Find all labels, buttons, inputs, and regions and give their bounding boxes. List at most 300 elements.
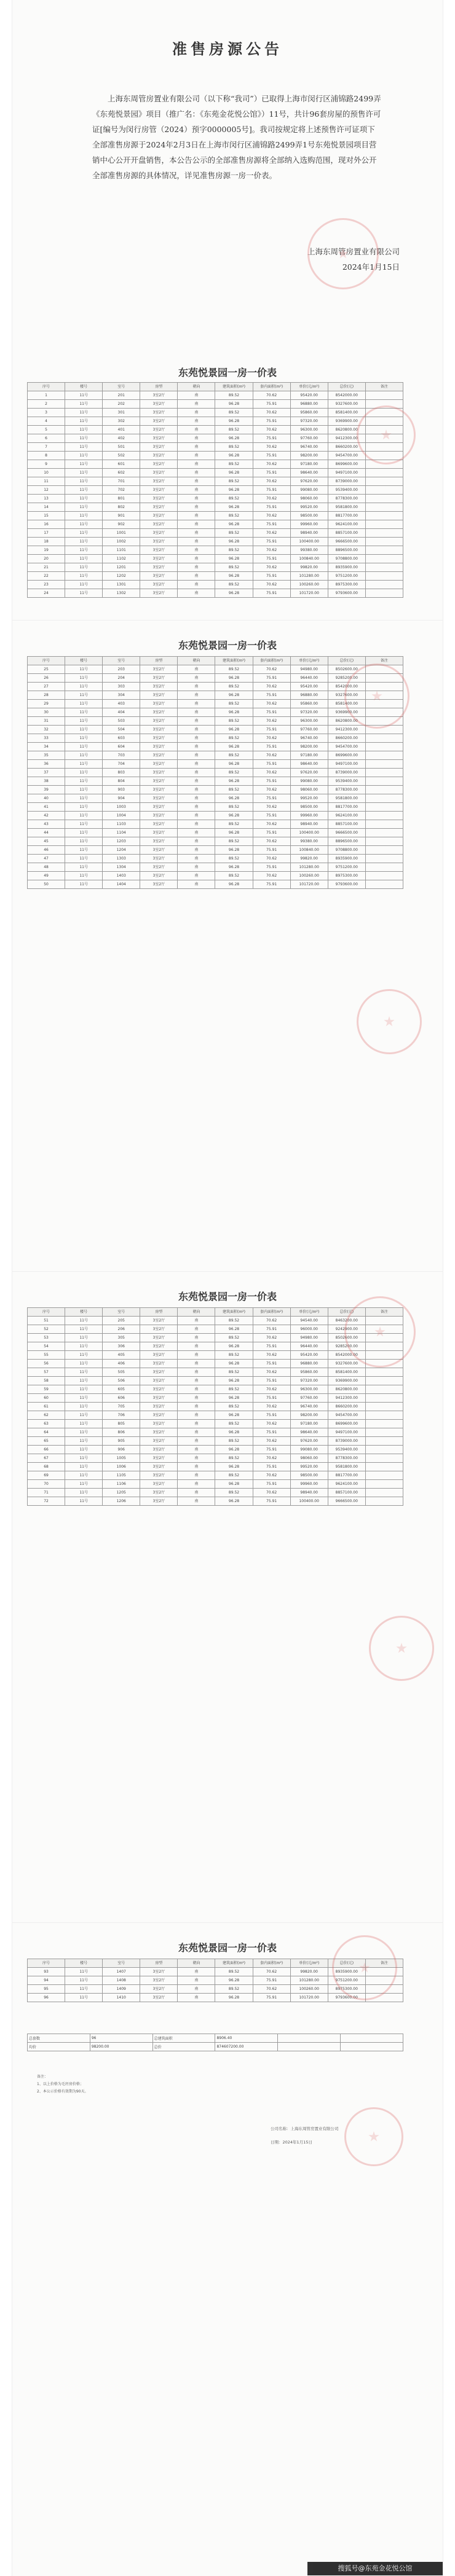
table-cell: 11号 (65, 700, 103, 708)
footer-seal (344, 2107, 403, 2166)
table-cell: 11号 (65, 786, 103, 794)
table-row (28, 760, 403, 769)
table-cell: 41 (28, 803, 65, 812)
table-cell (365, 1411, 403, 1420)
table-cell: 南 (178, 572, 215, 581)
table-cell: 70.62 (253, 529, 290, 538)
table-cell: 3室2厅 (140, 683, 178, 691)
price-table-title: 东苑悦景园一房一价表 (178, 1291, 277, 1302)
table-cell: 3室2厅 (140, 538, 178, 546)
table-cell: 96.28 (215, 486, 253, 495)
table-cell: 96.28 (215, 503, 253, 512)
table-cell (365, 769, 403, 777)
table-cell: 99960.00 (290, 812, 328, 820)
table-cell: 8542000.00 (328, 391, 365, 400)
table-cell: 8 (28, 452, 65, 460)
table-cell: 706 (103, 1411, 140, 1420)
table-cell: 南 (178, 426, 215, 434)
table-cell: 95420.00 (290, 1351, 328, 1360)
table-cell: 8935900.00 (328, 1968, 365, 1976)
table-cell: 8620800.00 (328, 426, 365, 434)
table-cell: 8660200.00 (328, 734, 365, 743)
table-cell: 11号 (65, 460, 103, 469)
table-cell: 66 (28, 1446, 65, 1454)
table-cell: 9454700.00 (328, 452, 365, 460)
table-cell: 96880.00 (290, 400, 328, 409)
table-cell: 3室2厅 (140, 1976, 178, 1985)
table-cell: 98200.00 (290, 743, 328, 751)
table-cell (365, 443, 403, 452)
column-header: 单价(元/m²) (290, 1308, 328, 1317)
column-header: 单价(元/m²) (290, 1959, 328, 1968)
table-cell: 96440.00 (290, 674, 328, 683)
table-header-row (28, 1959, 403, 1968)
table-row (28, 555, 403, 563)
table-cell: 3室2厅 (140, 812, 178, 820)
table-cell: 11号 (65, 717, 103, 726)
table-cell: 8502600.00 (328, 1334, 365, 1342)
table-cell: 11号 (65, 683, 103, 691)
column-header: 序号 (28, 1308, 65, 1317)
table-cell: 南 (178, 1437, 215, 1446)
table-cell: 9369900.00 (328, 1377, 365, 1385)
summary-page (12, 1923, 443, 2576)
table-cell: 南 (178, 581, 215, 589)
table-cell: 3室2厅 (140, 520, 178, 529)
table-cell (365, 674, 403, 683)
table-cell: 96.28 (215, 520, 253, 529)
table-cell: 89.52 (215, 1420, 253, 1428)
table-cell: 89.52 (215, 409, 253, 417)
table-cell: 11号 (65, 546, 103, 555)
table-cell: 96.28 (215, 1411, 253, 1420)
table-cell (365, 1317, 403, 1325)
table-cell: 11号 (65, 409, 103, 417)
column-header: 套内面积(m²) (253, 657, 290, 665)
table-cell: 9793600.00 (328, 1994, 365, 2002)
table-cell: 南 (178, 400, 215, 409)
table-cell: 11号 (65, 726, 103, 734)
table-cell: 702 (103, 486, 140, 495)
table-cell: 3室2厅 (140, 743, 178, 751)
table-cell: 75.91 (253, 520, 290, 529)
table-cell: 101720.00 (290, 589, 328, 598)
table-cell: 96.28 (215, 538, 253, 546)
table-cell: 南 (178, 726, 215, 734)
table-cell: 11号 (65, 751, 103, 760)
table-cell: 1105 (103, 1471, 140, 1480)
table-cell: 96.28 (215, 1394, 253, 1403)
table-cell: 96.28 (215, 863, 253, 872)
table-row (28, 872, 403, 880)
column-header: 建筑面积(m²) (215, 1959, 253, 1968)
table-cell: 11号 (65, 1446, 103, 1454)
table-cell: 95420.00 (290, 391, 328, 400)
table-cell: 301 (103, 409, 140, 417)
table-cell (365, 1325, 403, 1334)
table-row (28, 486, 403, 495)
table-cell: 南 (178, 846, 215, 855)
table-cell: 201 (103, 391, 140, 400)
table-cell: 1005 (103, 1454, 140, 1463)
table-cell: 南 (178, 691, 215, 700)
table-cell: 3室2厅 (140, 1968, 178, 1976)
table-cell: 1004 (103, 812, 140, 820)
table-cell: 1203 (103, 837, 140, 846)
notice-title: 准售房源公告 (172, 40, 283, 58)
table-cell: 96.28 (215, 726, 253, 734)
table-cell: 1104 (103, 829, 140, 837)
table-cell: 11号 (65, 1463, 103, 1471)
table-cell: 89.52 (215, 495, 253, 503)
table-cell: 89.52 (215, 700, 253, 708)
table-cell: 98940.00 (290, 529, 328, 538)
table-cell: 96.28 (215, 452, 253, 460)
table-cell: 8739000.00 (328, 1437, 365, 1446)
table-cell: 75.91 (253, 434, 290, 443)
table-cell: 22 (28, 572, 65, 581)
table-cell: 1101 (103, 546, 140, 555)
table-cell: 89.52 (215, 734, 253, 743)
table-row (28, 1351, 403, 1360)
table-cell: 3室2厅 (140, 589, 178, 598)
table-cell: 南 (178, 717, 215, 726)
table-cell: 96.28 (215, 674, 253, 683)
table-cell: 904 (103, 794, 140, 803)
table-cell: 南 (178, 1463, 215, 1471)
column-header: 房型 (140, 383, 178, 391)
table-cell: 南 (178, 803, 215, 812)
table-cell: 75.91 (253, 1976, 290, 1985)
table-row (28, 1317, 403, 1325)
table-cell: 70.62 (253, 820, 290, 829)
table-cell: 3室2厅 (140, 1368, 178, 1377)
table-cell: 8581400.00 (328, 1368, 365, 1377)
table-cell: 3室2厅 (140, 1411, 178, 1420)
table-cell: 75.91 (253, 589, 290, 598)
table-cell: 94540.00 (290, 1317, 328, 1325)
table-cell: 62 (28, 1411, 65, 1420)
table-cell: 97180.00 (290, 751, 328, 760)
table-cell: 39 (28, 786, 65, 794)
table-cell: 11号 (65, 846, 103, 855)
table-cell: 506 (103, 1377, 140, 1385)
table-cell: 27 (28, 683, 65, 691)
table-cell: 南 (178, 1480, 215, 1489)
table-cell: 96 (28, 1994, 65, 2002)
table-cell (365, 1497, 403, 1506)
table-cell: 406 (103, 1360, 140, 1368)
table-cell: 8857100.00 (328, 820, 365, 829)
column-header: 楼号 (65, 1959, 103, 1968)
table-cell: 70.62 (253, 683, 290, 691)
table-cell: 70.62 (253, 443, 290, 452)
column-header: 序号 (28, 657, 65, 665)
table-body (28, 1317, 403, 1506)
table-cell: 96.28 (215, 1497, 253, 1506)
table-row (28, 837, 403, 846)
column-header: 朝向 (178, 1959, 215, 1968)
table-cell: 南 (178, 743, 215, 751)
table-cell: 11号 (65, 572, 103, 581)
table-row (28, 846, 403, 855)
table-cell: 75.91 (253, 794, 290, 803)
table-cell: 3室2厅 (140, 1454, 178, 1463)
table-cell (365, 855, 403, 863)
table-cell: 11号 (65, 674, 103, 683)
table-cell: 11号 (65, 1377, 103, 1385)
table-cell: 96880.00 (290, 1360, 328, 1368)
table-cell: 3室2厅 (140, 581, 178, 589)
table-row (28, 1976, 403, 1985)
table-cell (365, 751, 403, 760)
table-cell: 89.52 (215, 769, 253, 777)
table-cell: 18 (28, 538, 65, 546)
table-row (28, 1394, 403, 1403)
table-cell: 75.91 (253, 743, 290, 751)
table-cell: 99080.00 (290, 1446, 328, 1454)
table-cell: 8542000.00 (328, 1351, 365, 1360)
table-cell: 11号 (65, 512, 103, 520)
table-cell: 96740.00 (290, 443, 328, 452)
table-cell: 89.52 (215, 1385, 253, 1394)
table-cell: 75.91 (253, 1497, 290, 1506)
table-cell: 97320.00 (290, 417, 328, 426)
table-cell: 南 (178, 443, 215, 452)
table-cell: 8739000.00 (328, 477, 365, 486)
table-cell: 9285200.00 (328, 1342, 365, 1351)
table-row (28, 786, 403, 794)
table-cell (365, 512, 403, 520)
table-row (28, 581, 403, 589)
table-cell: 1303 (103, 855, 140, 863)
table-cell: 96.28 (215, 829, 253, 837)
table-cell: 89.52 (215, 751, 253, 760)
table-cell: 96.28 (215, 760, 253, 769)
table-cell: 89.52 (215, 1985, 253, 1994)
table-cell: 20 (28, 555, 65, 563)
table-cell: 3室2厅 (140, 777, 178, 786)
table-cell: 南 (178, 683, 215, 691)
table-cell: 3室2厅 (140, 717, 178, 726)
table-cell: 11号 (65, 1437, 103, 1446)
column-header: 单价(元/m²) (290, 383, 328, 391)
table-cell: 1408 (103, 1976, 140, 1985)
table-cell: 3室2厅 (140, 1334, 178, 1342)
table-seal (357, 989, 422, 1054)
table-cell: 100840.00 (290, 846, 328, 855)
summary-cell: 总建筑面积 (152, 2034, 215, 2043)
table-cell: 9369900.00 (328, 417, 365, 426)
table-cell: 9751200.00 (328, 572, 365, 581)
column-header: 套内面积(m²) (253, 1959, 290, 1968)
table-body (28, 1968, 403, 2002)
column-header: 房型 (140, 1959, 178, 1968)
table-cell: 96.28 (215, 572, 253, 581)
table-row (28, 589, 403, 598)
table-cell: 8896500.00 (328, 837, 365, 846)
table-cell: 11号 (65, 777, 103, 786)
table-cell (365, 529, 403, 538)
column-header: 套内面积(m²) (253, 1308, 290, 1317)
table-row (28, 572, 403, 581)
table-cell: 6 (28, 434, 65, 443)
table-cell: 95860.00 (290, 700, 328, 708)
table-cell: 98500.00 (290, 512, 328, 520)
notice-body (92, 91, 381, 183)
table-cell (365, 708, 403, 717)
table-cell: 403 (103, 700, 140, 708)
table-cell: 南 (178, 1454, 215, 1463)
table-cell: 1410 (103, 1994, 140, 2002)
table-row (28, 538, 403, 546)
table-cell: 1302 (103, 589, 140, 598)
table-cell: 8935900.00 (328, 855, 365, 863)
table-cell: 55 (28, 1351, 65, 1360)
table-cell: 49 (28, 872, 65, 880)
table-cell: 70.62 (253, 855, 290, 863)
table-cell: 70.62 (253, 665, 290, 674)
table-cell: 96.28 (215, 555, 253, 563)
table-cell: 89.52 (215, 786, 253, 794)
table-cell: 75.91 (253, 760, 290, 769)
table-cell: 11号 (65, 426, 103, 434)
table-cell (365, 572, 403, 581)
table-cell: 11号 (65, 1497, 103, 1506)
table-cell: 3室2厅 (140, 1325, 178, 1334)
table-row (28, 1454, 403, 1463)
table-cell: 南 (178, 546, 215, 555)
table-cell (365, 477, 403, 486)
table-cell: 9666500.00 (328, 1497, 365, 1506)
table-cell: 南 (178, 563, 215, 572)
table-cell: 5 (28, 426, 65, 434)
table-cell: 96.28 (215, 1994, 253, 2002)
table-cell: 97180.00 (290, 1420, 328, 1428)
table-cell: 9327600.00 (328, 400, 365, 409)
column-header: 总价(元) (328, 383, 365, 391)
table-cell: 50 (28, 880, 65, 889)
remarks (37, 2073, 221, 2096)
table-cell: 南 (178, 880, 215, 889)
table-cell: 96.28 (215, 880, 253, 889)
table-row (28, 1428, 403, 1437)
table-row (28, 477, 403, 486)
table-cell (365, 691, 403, 700)
table-cell: 3室2厅 (140, 460, 178, 469)
table-cell: 96.28 (215, 1342, 253, 1351)
table-cell: 31 (28, 717, 65, 726)
table-cell: 1206 (103, 1497, 140, 1506)
table-cell (365, 1385, 403, 1394)
table-cell: 95860.00 (290, 409, 328, 417)
table-cell: 8975300.00 (328, 1985, 365, 1994)
table-cell: 1304 (103, 863, 140, 872)
price-table-title: 东苑悦景园一房一价表 (178, 640, 277, 651)
table-cell: 南 (178, 1403, 215, 1411)
summary-row (28, 2034, 403, 2043)
table-cell: 75.91 (253, 1377, 290, 1385)
table-cell: 南 (178, 751, 215, 760)
table-cell: 11号 (65, 1489, 103, 1497)
table-cell: 805 (103, 1420, 140, 1428)
table-row (28, 434, 403, 443)
table-cell: 南 (178, 1377, 215, 1385)
table-cell: 南 (178, 434, 215, 443)
table-cell: 3室2厅 (140, 691, 178, 700)
table-cell (365, 1420, 403, 1428)
table-row (28, 1985, 403, 1994)
table-cell: 9539400.00 (328, 777, 365, 786)
table-cell (365, 786, 403, 794)
table-cell: 南 (178, 1976, 215, 1985)
table-cell: 70.62 (253, 872, 290, 880)
table-cell: 206 (103, 1325, 140, 1334)
table-cell: 8975300.00 (328, 581, 365, 589)
table-row (28, 717, 403, 726)
table-cell: 南 (178, 512, 215, 520)
table-cell: 3室2厅 (140, 872, 178, 880)
summary-cell: 874607200.00 (215, 2043, 278, 2051)
table-cell (365, 863, 403, 872)
table-cell: 南 (178, 820, 215, 829)
summary-cell: 8906.40 (215, 2034, 278, 2043)
table-cell: 8620800.00 (328, 1385, 365, 1394)
table-cell: 803 (103, 769, 140, 777)
table-cell: 89.52 (215, 563, 253, 572)
table-cell: 306 (103, 1342, 140, 1351)
table-cell: 11号 (65, 417, 103, 426)
table-cell: 303 (103, 683, 140, 691)
table-cell: 99820.00 (290, 1968, 328, 1976)
table-cell: 45 (28, 837, 65, 846)
table-cell: 504 (103, 726, 140, 734)
column-header: 序号 (28, 1959, 65, 1968)
table-cell: 11号 (65, 520, 103, 529)
table-cell: 75.91 (253, 572, 290, 581)
table-cell: 3室2厅 (140, 760, 178, 769)
table-cell: 502 (103, 452, 140, 460)
table-cell: 72 (28, 1497, 65, 1506)
table-cell (365, 1334, 403, 1342)
table-cell: 99820.00 (290, 563, 328, 572)
table-cell: 10 (28, 469, 65, 477)
table-cell: 99820.00 (290, 855, 328, 863)
table-cell (365, 1368, 403, 1377)
table-cell (365, 760, 403, 769)
table-cell: 96880.00 (290, 691, 328, 700)
table-cell: 75.91 (253, 452, 290, 460)
table-cell: 100400.00 (290, 829, 328, 837)
table-cell (365, 581, 403, 589)
table-row (28, 665, 403, 674)
table-cell: 3室2厅 (140, 1480, 178, 1489)
table-cell (365, 829, 403, 837)
table-cell: 96.28 (215, 1463, 253, 1471)
table-cell: 95860.00 (290, 1368, 328, 1377)
table-cell: 70.62 (253, 426, 290, 434)
table-cell: 89.52 (215, 820, 253, 829)
table-cell: 75.91 (253, 777, 290, 786)
table-cell: 11号 (65, 1985, 103, 1994)
table-cell: 南 (178, 794, 215, 803)
table-cell: 16 (28, 520, 65, 529)
table-cell: 南 (178, 829, 215, 837)
notice-paragraph: 上海东周管房置业有限公司（以下称“我司”）已取得上海市闵行区浦锦路2499弄《东苑悦景园》项目（推广名：《东苑金花悦公馆》）11号，共计96套房屋的预售许可证[编号为闵行房管（2024）预字0000005号]。我司按规定将上述预售许可证项下全部准售房源于2024年2月3日在上海市闵行区浦锦路2499弄1号东苑悦景园项目营销中心公开开盘销售，本公告公示的全部准售房源将全部纳入选购范围，现对外公开全部准售房源的具体情况，详见准售房源一房一价表。 (92, 94, 381, 180)
table-cell: 100260.00 (290, 581, 328, 589)
table-cell: 8463200.00 (328, 1317, 365, 1325)
table-row (28, 443, 403, 452)
